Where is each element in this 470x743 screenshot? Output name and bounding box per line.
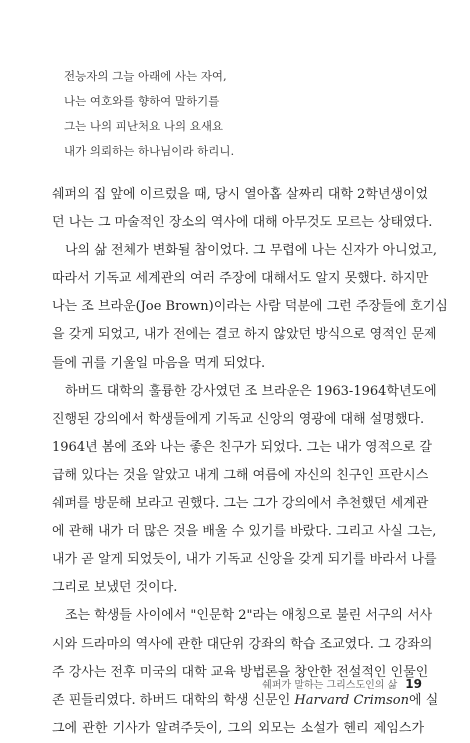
quote-line: 나는 여호와를 향하여 말하기를 — [64, 94, 220, 108]
quote-line: 전능자의 그늘 아래에 사는 자여, — [64, 69, 227, 83]
body-line: 나의 삶 전체가 변화될 참이었다. 그 무렵에 나는 신자가 아니었고, — [65, 243, 437, 259]
body-line: 쉐퍼의 집 앞에 이르렀을 때, 당시 열아홉 살짜리 대학 2학년생이었 — [52, 187, 429, 202]
quote-line: 내가 의뢰하는 하나님이라 하리니. — [64, 144, 235, 158]
body-line-segment: 존 핀들리였다. 하버드 대학의 학생 신문인 — [52, 692, 295, 708]
body-line: 나는 조 브라운(Joe Brown)이라는 사람 덕분에 그런 주장들에 호기심 — [52, 299, 448, 315]
page-number: 19 — [405, 677, 422, 691]
body-line: 조는 학생들 사이에서 "인문학 2"라는 애칭으로 불린 서구의 서사 — [65, 608, 433, 624]
running-title: 쉐퍼가 말하는 그리스도인의 삶 — [262, 680, 398, 691]
body-line: 따라서 기독교 세계관의 여러 주장에 대해서도 알지 못했다. 하지만 — [52, 271, 429, 287]
body-line: 그리로 보냈던 것이다. — [52, 580, 178, 596]
body-text — [52, 181, 448, 743]
body-line: 주 강사는 전후 미국의 대학 교육 방법론을 창안한 전설적인 인물인 — [52, 664, 429, 680]
body-line: 급해 있다는 것을 알았고 내게 그해 여름에 자신의 친구인 프란시스 — [52, 467, 429, 483]
body-line: 쉐퍼를 방문해 보라고 권했다. 그는 그가 강의에서 추천했던 세계관 — [52, 496, 429, 512]
body-line: 내가 곧 알게 되었듯이, 내가 기독교 신앙을 갖게 되기를 바라서 나를 — [52, 552, 437, 568]
body-line-segment: 에 실 — [409, 692, 439, 708]
body-line: 던 나는 그 마술적인 장소의 역사에 대해 아무것도 모르는 상태였다. — [52, 215, 433, 231]
newspaper-title: Harvard Crimson — [294, 692, 410, 708]
quote-line: 그는 나의 피난처요 나의 요새요 — [64, 119, 224, 133]
body-line: 1964년 봄에 조와 나는 좋은 친구가 되었다. 그는 내가 영적으로 갈 — [52, 439, 432, 455]
body-line: 진행된 강의에서 학생들에게 기독교 신앙의 영광에 대해 설명했다. — [52, 411, 425, 427]
body-line: 시와 드라마의 역사에 관한 대단위 강좌의 학습 조교였다. 그 강좌의 — [52, 636, 433, 652]
body-line: 을 갖게 되었고, 내가 전에는 결코 하지 않았던 방식으로 영적인 문제 — [52, 327, 437, 343]
page-footer — [262, 676, 422, 691]
body-line: 에 관해 내가 더 많은 것을 배울 수 있기를 바랐다. 그리고 사실 그는, — [52, 524, 437, 540]
body-line: 들에 귀를 기울일 마음을 먹게 되었다. — [52, 355, 266, 371]
scripture-quote — [64, 64, 424, 164]
body-line: 하버드 대학의 훌륭한 강사였던 조 브라운은 1963-1964학년도에 — [65, 383, 437, 399]
body-line: 그에 관한 기사가 알려주듯이, 그의 외모는 소설가 헨리 제임스가 — [52, 720, 424, 736]
